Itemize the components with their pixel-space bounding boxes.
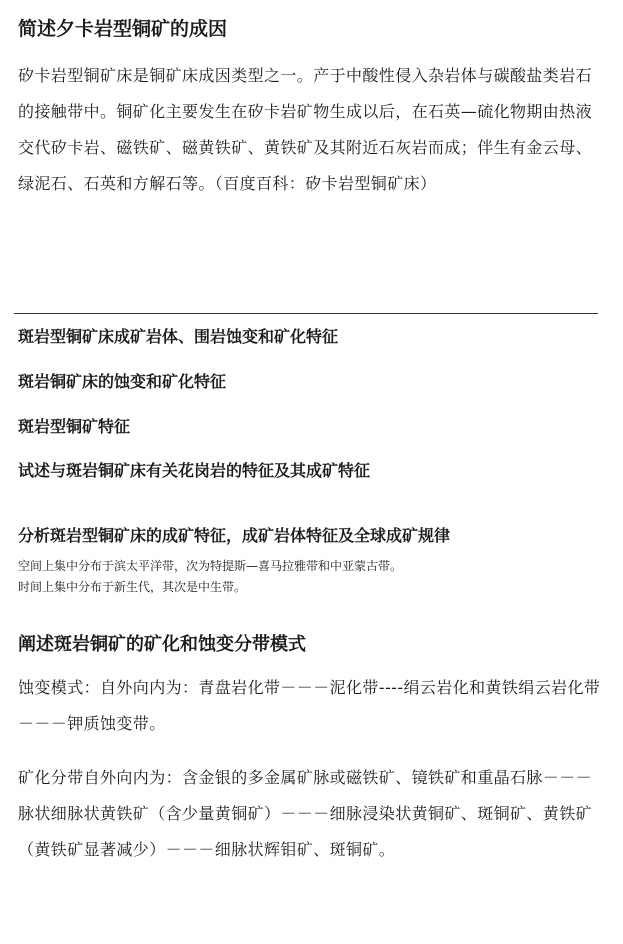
temporal-distribution-note: 时间上集中分布于新生代，其次是中生带。 xyxy=(18,580,247,594)
related-link-granite-features[interactable]: 试述与斑岩铜矿床有关花岗岩的特征及其成矿特征 xyxy=(18,461,371,480)
related-link-porphyry-alteration[interactable]: 斑岩铜矿床的蚀变和矿化特征 xyxy=(18,372,227,391)
alteration-model-paragraph: 蚀变模式：自外向内为：青盘岩化带－－－泥化带----绢云岩化和黄铁绢云岩化带－－－钾质蚀变带。 xyxy=(18,678,601,733)
related-link-global-metallogenic[interactable]: 分析斑岩型铜矿床的成矿特征，成矿岩体特征及全球成矿规律 xyxy=(18,526,451,545)
related-link-porphyry-ore-body[interactable]: 斑岩型铜矿床成矿岩体、围岩蚀变和矿化特征 xyxy=(18,327,339,346)
zoning-model-title: 阐述斑岩铜矿的矿化和蚀变分带模式 xyxy=(18,634,306,655)
spatial-distribution-note: 空间上集中分布于滨太平洋带，次为特提斯—喜马拉雅带和中亚蒙古带。 xyxy=(18,559,403,573)
section-divider xyxy=(14,313,598,314)
skarn-copper-title: 简述夕卡岩型铜矿的成因 xyxy=(18,18,228,40)
skarn-copper-paragraph: 矽卡岩型铜矿床是铜矿床成因类型之一。产于中酸性侵入杂岩体与碳酸盐类岩石的接触带中。铜矿化主要发生在矽卡岩矿物生成以后，在石英—硫化物期由热液交代矽卡岩、磁铁矿、磁黄铁矿、黄铁矿及其附近石灰岩而成；伴生有金云母、绿泥石、石英和方解石等。（百度百科：矽卡岩型铜矿床） xyxy=(18,66,593,193)
mineralization-zoning-paragraph: 矿化分带自外向内为：含金银的多金属矿脉或磁铁矿、镜铁矿和重晶石脉－－－脉状细脉状黄铁矿（含少量黄铜矿）－－－细脉浸染状黄铜矿、斑铜矿、黄铁矿（黄铁矿显著减少）－－－细脉状辉钼矿、斑铜矿。 xyxy=(18,768,593,859)
related-link-porphyry-features[interactable]: 斑岩型铜矿特征 xyxy=(18,417,131,436)
